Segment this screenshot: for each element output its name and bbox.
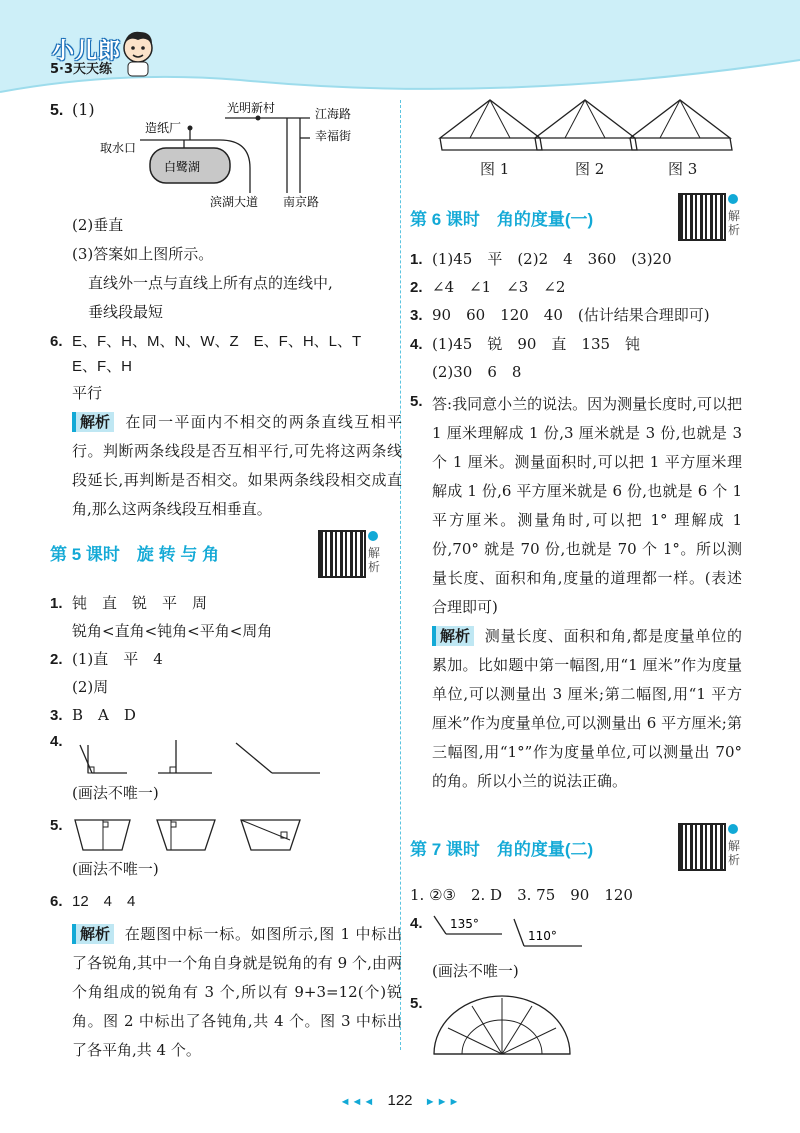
- analysis-3: 解析 测量长度、面积和角,都是度量单位的累加。比如题中第一幅图,用“1 厘米”作为度量单位,可以测量出 3 厘米;第二幅图,用“1 平方厘米”作为度量单位,可以测量出 6 平方厘米;第三幅图,用“1°”作为度量单位,可以测量出 70° 的角。所以小兰的说法正确。: [432, 627, 742, 790]
- s7-q4: 4.: [410, 915, 423, 932]
- q6-line1: 6. E、F、H、M、N、W、Z E、F、H、L、T: [50, 333, 362, 350]
- s7-q4-angles-figure: [432, 914, 592, 954]
- play-icon: [368, 531, 378, 541]
- map-label-qushui: 取水口: [100, 141, 137, 155]
- s7-q1-3: 1. ②③ 2. D 3. 75 90 120: [410, 886, 633, 904]
- s5-q5-trapezoids-figure: [75, 818, 315, 858]
- s5-q5: 5.: [50, 817, 63, 834]
- s5-q2-line2: (2)周: [72, 678, 109, 696]
- analysis-tag: 解析: [432, 626, 474, 646]
- analysis-tag: 解析: [72, 412, 114, 432]
- protractor-figure: [432, 992, 572, 1062]
- analysis-tag: 解析: [72, 924, 114, 944]
- s5-q4: 4.: [50, 733, 63, 750]
- qr-label: 解析: [728, 209, 741, 237]
- page-footer: [0, 1092, 800, 1109]
- q5-line: 5. (1): [50, 100, 95, 119]
- column-divider: [400, 100, 401, 1050]
- s6-q4-line2: (2)30 6 8: [432, 363, 522, 381]
- q5-map-figure: [100, 98, 380, 213]
- right-arrows-icon: ►►►: [424, 1096, 461, 1108]
- s7-q4-note: (画法不唯一): [432, 962, 519, 980]
- qr-code-icon[interactable]: [678, 823, 726, 871]
- s5-q4-angles-figure: [72, 735, 332, 785]
- q5-part3: (3)答案如上图所示。: [72, 245, 214, 263]
- map-label-xingfu: 幸福街: [315, 129, 352, 143]
- map-label-nanjing: 南京路: [283, 195, 320, 209]
- page-number: 122: [387, 1092, 413, 1109]
- fig-label-2: 图 2: [575, 160, 605, 178]
- s5-q2: 2. (1)直 平 4: [50, 650, 163, 668]
- qr-label: 解析: [368, 546, 381, 574]
- angle-label-135: 135°: [450, 917, 479, 931]
- s5-q1-line2: 锐角<直角<钝角<平角<周角: [72, 622, 273, 640]
- s5-q6: 6. 12 4 4: [50, 893, 136, 910]
- s5-q5-note: (画法不唯一): [72, 860, 159, 878]
- play-icon: [728, 194, 738, 204]
- section-7-title: 第 7 课时 角的度量(二): [410, 840, 594, 859]
- s6-q5-num: 5.: [410, 393, 423, 410]
- mascot-icon: [118, 28, 158, 78]
- qr-label: 解析: [728, 839, 741, 867]
- s5-q3: 3. B A D: [50, 706, 136, 724]
- q5-line2: 垂线段最短: [88, 303, 164, 321]
- qr-code-icon[interactable]: [678, 193, 726, 241]
- triangle-figures: [440, 98, 730, 158]
- map-label-guangming: 光明新村: [227, 101, 276, 115]
- fig-label-1: 图 1: [480, 160, 510, 178]
- section-6-title: 第 6 课时 角的度量(一): [410, 210, 594, 229]
- map-label-jianghai: 江海路: [315, 107, 352, 121]
- left-arrows-icon: ◄◄◄: [339, 1096, 376, 1108]
- section-5-title: 第 5 课时 旋 转 与 角: [50, 545, 220, 564]
- logo-subtitle: 5·3天天练: [50, 62, 113, 77]
- s5-q1: 1. 钝 直 锐 平 周: [50, 594, 208, 612]
- angle-label-110: 110°: [528, 929, 557, 943]
- analysis-2: 解析 在题图中标一标。如图所示,图 1 中标出了各锐角,其中一个角自身就是锐角的有 9 个,由两个角组成的锐角有 3 个,所以有 9+3=12(个)锐角。图 2 中标出了各钝角,共 4 个。图 3 中标出了各平角,共 4 个。: [72, 925, 402, 1059]
- map-label-zaozhi: 造纸厂: [145, 121, 182, 135]
- s5-q4-note: (画法不唯一): [72, 784, 159, 802]
- map-label-lake: 白鹭湖: [164, 160, 201, 174]
- s6-q1: 1. (1)45 平 (2)2 4 360 (3)20: [410, 250, 672, 268]
- s6-q3: 3. 90 60 120 40 (估计结果合理即可): [410, 306, 710, 324]
- s7-q5: 5.: [410, 995, 423, 1012]
- s6-q4: 4. (1)45 锐 90 直 135 钝: [410, 335, 641, 353]
- logo-title: 小儿郎: [52, 39, 122, 64]
- q6-line3: 平行: [72, 384, 103, 402]
- fig-label-3: 图 3: [668, 160, 698, 178]
- map-label-binhu: 滨湖大道: [210, 195, 259, 209]
- play-icon: [728, 824, 738, 834]
- analysis-1: 解析 在同一平面内不相交的两条直线互相平行。判断两条线段是否互相平行,可先将这两条线段延长,再判断是否相交。如果两条线段相交成直角,那么这两条线段互相垂直。: [72, 413, 402, 518]
- q5-part2: (2)垂直: [72, 216, 124, 234]
- q5-line1: 直线外一点与直线上所有点的连线中,: [88, 274, 333, 292]
- s6-q5-answer: 答:我同意小兰的说法。因为测量长度时,可以把 1 厘米理解成 1 份,3 厘米就是 3 份,也就是 3 个 1 厘米。测量面积时,可以把 1 平方厘米理解成 1 份,6 平方厘米就是 6 份,也就是 6 个 1 平方厘米。测量角时,可以把 1° 理解成 1 份,70° 就是 70 份,也就是 70 个 1°。所以测量长度、面积和角,度量的道理都一样。(表述合理即可): [432, 395, 742, 616]
- q6-line2: E、F、H: [72, 358, 133, 375]
- s6-q2: 2. ∠4 ∠1 ∠3 ∠2: [410, 278, 566, 296]
- qr-code-icon[interactable]: [318, 530, 366, 578]
